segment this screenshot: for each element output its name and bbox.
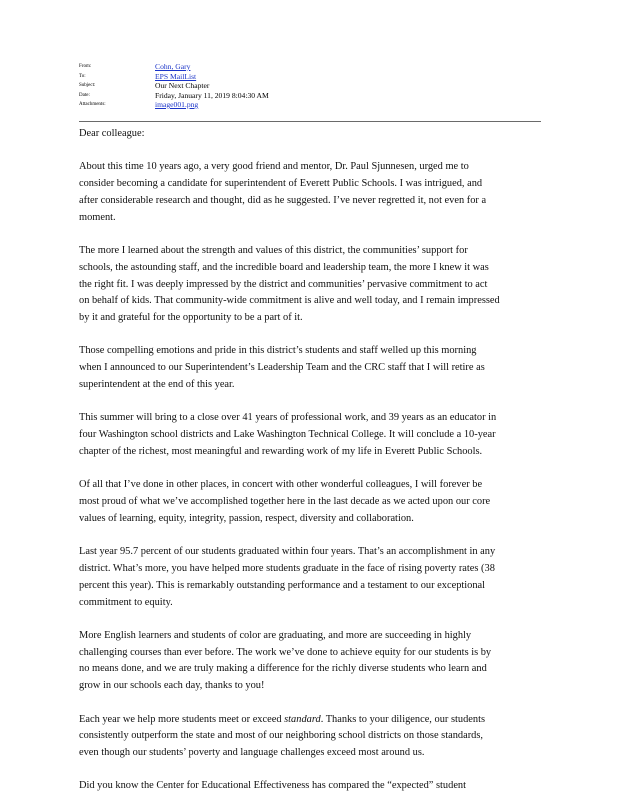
paragraph-line: Those compelling emotions and pride in this district’s students and staff welled up this morning bbox=[79, 345, 477, 357]
paragraph-5 bbox=[79, 477, 549, 527]
paragraph-line: four Washington school districts and Lake Washington Technical College. It will conclude a 10-year bbox=[79, 429, 496, 441]
subject-row bbox=[79, 81, 544, 91]
paragraph-line: when I announced to our Superintendent’s Leadership Team and the CRC staff that I will retire as bbox=[79, 362, 485, 374]
text-run: Each year we help more students meet or exceed bbox=[79, 713, 285, 725]
subject-value: Our Next Chapter bbox=[155, 81, 210, 90]
paragraph-line: This summer will bring to a close over 41 years of professional work, and 39 years as an educator in bbox=[79, 412, 497, 424]
date-value: Friday, January 11, 2019 8:04:30 AM bbox=[155, 90, 269, 100]
paragraph-6 bbox=[79, 544, 549, 611]
header-divider bbox=[79, 121, 541, 122]
paragraph-line: even though our students’ poverty and language challenges exceed most around us. bbox=[79, 747, 425, 759]
from-label: From: bbox=[79, 64, 92, 69]
paragraph-line: More English learners and students of color are graduating, and more are succeeding in highly bbox=[79, 629, 472, 641]
paragraph-line: on behalf of kids. That community-wide commitment is alive and well today, and I remain impressed bbox=[79, 295, 500, 307]
paragraph-line: after considerable research and thought, did as he suggested. I’ve never regretted it, not even for a bbox=[79, 194, 487, 206]
attachments-label: Attachments: bbox=[79, 102, 106, 107]
paragraph-line: Did you know the Center for Educational Effectiveness has compared the “expected” student bbox=[79, 780, 467, 792]
paragraph-line bbox=[79, 712, 549, 729]
paragraph-1 bbox=[79, 159, 549, 226]
paragraph-line: the right fit. I was deeply impressed by the district and communities’ pervasive commitment to act bbox=[79, 278, 488, 290]
paragraph-line: commitment to equity. bbox=[79, 596, 173, 608]
paragraph-line: moment. bbox=[79, 211, 116, 223]
to-label: To: bbox=[79, 73, 86, 79]
paragraph-3 bbox=[79, 343, 549, 393]
paragraph-line: schools, the astounding staff, and the incredible board and leadership team, the more I knew it was bbox=[79, 261, 489, 273]
from-link[interactable]: Cohn, Gary bbox=[155, 62, 191, 71]
attachments-row bbox=[79, 100, 544, 110]
paragraph-line: grow in our schools each day, thanks to you! bbox=[79, 680, 265, 692]
paragraph-line: by it and grateful for the opportunity to be a part of it. bbox=[79, 312, 303, 324]
paragraph-2 bbox=[79, 243, 549, 327]
attachment-link[interactable]: image001.png bbox=[155, 100, 199, 109]
paragraph-line: challenging courses than ever before. The work we’ve done to achieve equity for our students is by bbox=[79, 646, 492, 658]
greeting: Dear colleague: bbox=[79, 128, 145, 139]
paragraph-line: most proud of what we’ve accomplished together here in the last decade as we acted upon our core bbox=[79, 496, 491, 508]
emphasized-word: standard bbox=[284, 713, 321, 725]
subject-label: Subject: bbox=[79, 83, 96, 88]
text-run: . Thanks to your diligence, our students bbox=[320, 713, 486, 725]
date-row bbox=[79, 91, 544, 101]
paragraph-line: Last year 95.7 percent of our students graduated within four years. That’s an accomplishment in any bbox=[79, 546, 496, 558]
paragraph-line: no means done, and we are truly making a difference for the richly diverse students who learn and bbox=[79, 663, 487, 675]
paragraph-4 bbox=[79, 410, 549, 460]
date-label: Date: bbox=[79, 92, 90, 98]
paragraph-line: Of all that I’ve done in other places, in concert with other wonderful colleagues, I will forever be bbox=[79, 479, 483, 491]
from-row bbox=[79, 62, 544, 72]
paragraph-line: consider becoming a candidate for superintendent of Everett Public Schools. I was intrigued, and bbox=[79, 178, 483, 190]
paragraph-line: chapter of the richest, most meaningful and rewarding work of my life in Everett Public Schools. bbox=[79, 445, 483, 457]
paragraph-line: values of learning, equity, integrity, passion, respect, diversity and collaboration. bbox=[79, 512, 414, 524]
to-row bbox=[79, 72, 544, 82]
to-link[interactable]: EPS MailList bbox=[155, 71, 197, 81]
paragraph-line: percent this year). This is remarkably outstanding performance and a testament to our exceptional bbox=[79, 579, 486, 591]
paragraph-7 bbox=[79, 628, 549, 695]
email-header bbox=[79, 62, 544, 110]
paragraph-line: The more I learned about the strength and values of this district, the communities’ support for bbox=[79, 244, 468, 256]
paragraph-9 bbox=[79, 778, 549, 795]
paragraph-line: superintendent at the end of this year. bbox=[79, 379, 235, 391]
paragraph-line: consistently outperform the state and most of our neighboring school districts on those standards, bbox=[79, 730, 484, 742]
paragraph-line: About this time 10 years ago, a very good friend and mentor, Dr. Paul Sjunnesen, urged me to bbox=[79, 161, 469, 173]
paragraph-line: district. What’s more, you have helped more students graduate in the face of rising poverty rates (38 bbox=[79, 562, 495, 574]
letter-body bbox=[79, 126, 549, 812]
paragraph-8 bbox=[79, 712, 549, 762]
